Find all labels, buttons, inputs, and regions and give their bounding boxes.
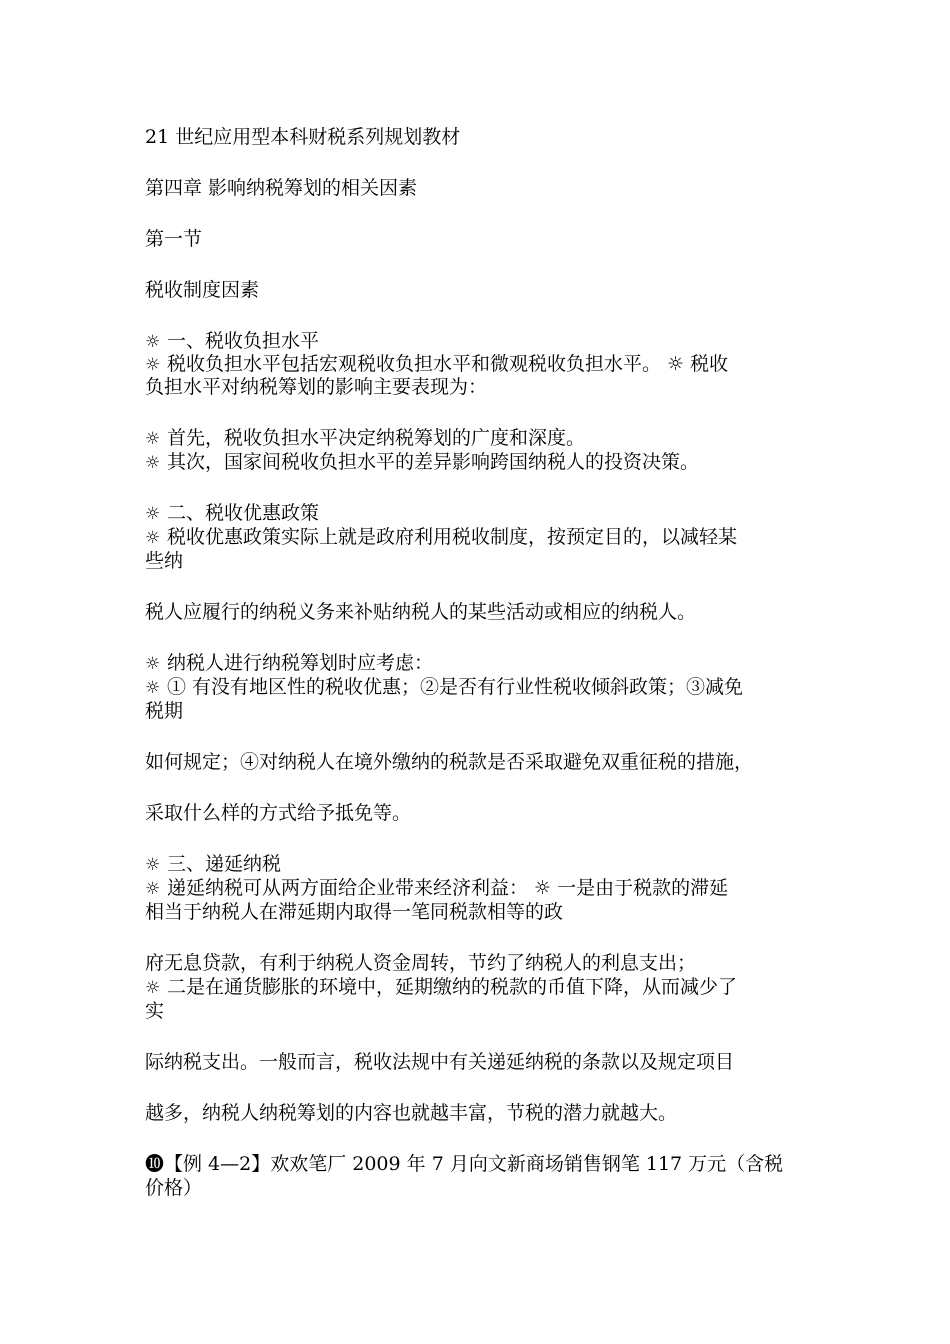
paragraph-line: 际纳税支出。一般而言，税收法规中有关递延纳税的条款以及规定项目 xyxy=(145,1051,735,1073)
paragraph-line: 越多，纳税人纳税筹划的内容也就越丰富，节税的潜力就越大。 xyxy=(145,1102,678,1124)
list-item-text: 纳税人进行纳税筹划时应考虑： xyxy=(167,652,434,674)
list-item xyxy=(145,974,737,1001)
list-item-text: 其次，国家间税收负担水平的差异影响跨国纳税人的投资决策。 xyxy=(167,451,700,473)
list-item xyxy=(145,674,743,701)
list-item-heading xyxy=(145,851,281,878)
list-item-text: 三、递延纳税 xyxy=(167,853,282,875)
list-item-text: 二、税收优惠政策 xyxy=(167,502,320,524)
bullet-icon: ☼ xyxy=(145,654,161,674)
paragraph-line: 些纳 xyxy=(145,550,184,572)
bullet-icon: ☼ xyxy=(145,332,161,352)
list-item-text: 税收负担水平包括宏观税收负担水平和微观税收负担水平。 ☼ 税收 xyxy=(167,353,729,375)
bullet-icon: ☼ xyxy=(145,855,161,875)
bullet-icon: ☼ xyxy=(145,504,161,524)
list-item-text: 一、税收负担水平 xyxy=(167,330,320,352)
list-item-text: 二是在通货膨胀的环境中，延期缴纳的税款的币值下降，从而减少了 xyxy=(167,976,738,998)
list-item-text: 递延纳税可从两方面给企业带来经济利益： ☼ 一是由于税款的滞延 xyxy=(167,877,729,899)
bullet-icon: ☼ xyxy=(145,678,161,698)
list-item xyxy=(145,425,585,452)
paragraph-line: 相当于纳税人在滞延期内取得一笔同税款相等的政 xyxy=(145,901,564,923)
bullet-icon: ☼ xyxy=(145,879,161,899)
paragraph-line: 实 xyxy=(145,1000,165,1022)
bullet-icon: ☼ xyxy=(145,355,161,375)
list-item xyxy=(145,875,728,902)
textbook-series-header: 21 世纪应用型本科财税系列规划教材 xyxy=(145,126,461,148)
list-item xyxy=(145,524,737,551)
paragraph-line: 税期 xyxy=(145,700,184,722)
paragraph-line: 负担水平对纳税筹划的影响主要表现为： xyxy=(145,376,488,398)
paragraph-line: 府无息贷款，有利于纳税人资金周转，节约了纳税人的利息支出； xyxy=(145,952,697,974)
example-line: ❿【例 4—2】欢欢笔厂 2009 年 7 月向文新商场销售钢笔 117 万元（含税 xyxy=(145,1153,784,1175)
paragraph-line: 税人应履行的纳税义务来补贴纳税人的某些活动或相应的纳税人。 xyxy=(145,601,697,623)
list-item-text: 首先，税收负担水平决定纳税筹划的广度和深度。 xyxy=(167,427,586,449)
paragraph-line: 如何规定；④对纳税人在境外缴纳的税款是否采取避免双重征税的措施， xyxy=(145,751,754,773)
chapter-title: 第四章 影响纳税筹划的相关因素 xyxy=(145,177,418,199)
bullet-icon: ☼ xyxy=(145,528,161,548)
list-item xyxy=(145,650,433,677)
list-item-text: ① 有没有地区性的税收优惠；②是否有行业性税收倾斜政策；③减免 xyxy=(167,676,744,698)
section-number: 第一节 xyxy=(145,228,203,250)
paragraph-line: 价格） xyxy=(145,1177,203,1199)
list-item-text: 税收优惠政策实际上就是政府利用税收制度，按预定目的，以减轻某 xyxy=(167,526,738,548)
bullet-icon: ☼ xyxy=(145,429,161,449)
bullet-icon: ☼ xyxy=(145,978,161,998)
list-item xyxy=(145,449,699,476)
list-item-heading xyxy=(145,500,319,527)
bullet-icon: ☼ xyxy=(145,453,161,473)
section-title: 税收制度因素 xyxy=(145,279,260,301)
paragraph-line: 采取什么样的方式给予抵免等。 xyxy=(145,802,412,824)
